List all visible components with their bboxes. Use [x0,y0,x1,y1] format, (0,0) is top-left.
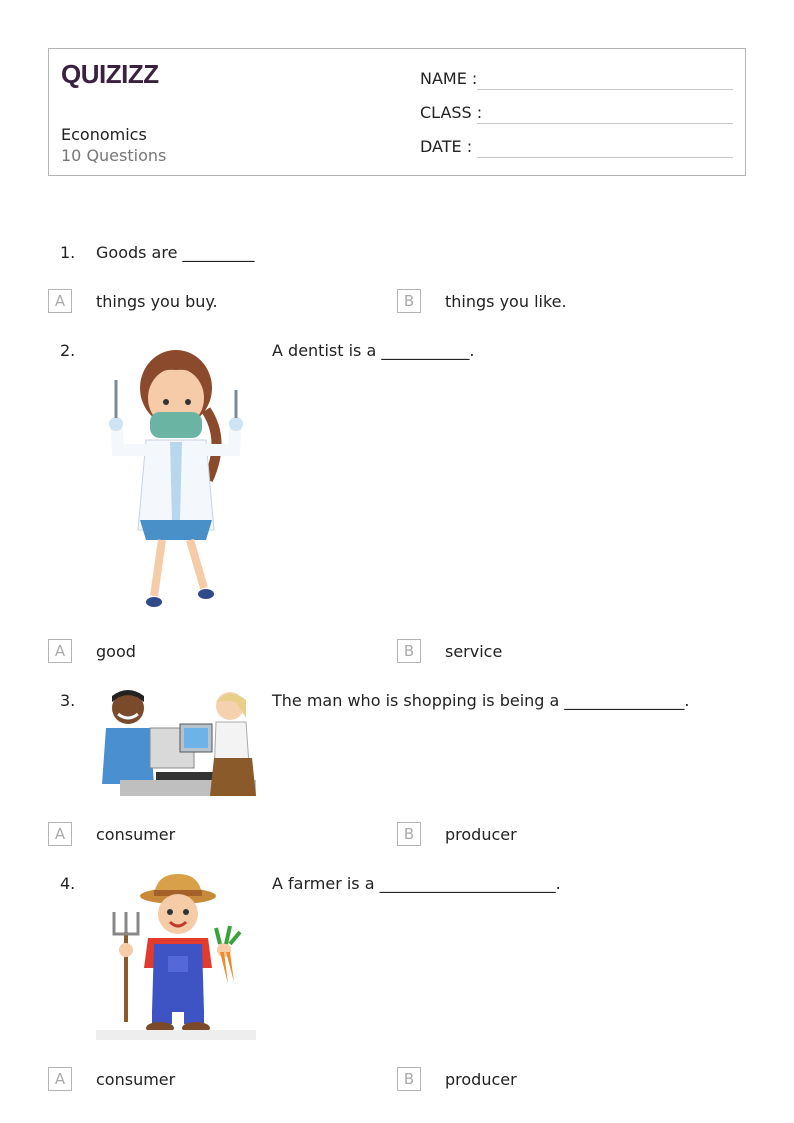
question-2-text: A dentist is a ___________. [272,341,475,360]
worksheet-subject: Economics [61,125,147,144]
dentist-illustration [96,340,256,612]
worksheet-header [48,48,746,176]
question-3-option-b-text: producer [445,825,517,844]
question-3-option-a-text: consumer [96,825,176,844]
question-4-option-a-box[interactable]: A [48,1067,72,1091]
question-3-text: The man who is shopping is being a _______________. [272,691,690,710]
class-line[interactable] [477,123,733,124]
date-line[interactable] [477,157,733,158]
question-2-option-b-box[interactable]: B [397,639,421,663]
question-4-option-b-text: producer [445,1070,517,1089]
question-3-option-a-box[interactable]: A [48,822,72,846]
question-2-number: 2. [60,341,76,360]
question-2-option-b-text: service [445,642,503,661]
shopping-illustration [96,688,256,796]
question-count: 10 Questions [61,146,167,165]
name-line[interactable] [477,89,733,90]
question-4-number: 4. [60,874,76,893]
name-label: NAME : [420,69,478,88]
question-1-text: Goods are _________ [96,243,255,262]
question-2-option-a-text: good [96,642,136,661]
question-1-option-b-box[interactable]: B [397,289,421,313]
question-1-option-a-text: things you buy. [96,292,218,311]
question-4-text: A farmer is a ______________________. [272,874,561,893]
question-3-option-b-box[interactable]: B [397,822,421,846]
question-3-number: 3. [60,691,76,710]
question-2-option-a-box[interactable]: A [48,639,72,663]
question-4-option-b-box[interactable]: B [397,1067,421,1091]
quizizz-logo: QUIZIZZ [61,59,159,89]
farmer-illustration [96,872,256,1042]
class-label: CLASS : [420,103,483,122]
date-label: DATE : [420,137,473,156]
question-1-option-a-box[interactable]: A [48,289,72,313]
question-1-number: 1. [60,243,76,262]
question-4-option-a-text: consumer [96,1070,176,1089]
question-1-option-b-text: things you like. [445,292,567,311]
